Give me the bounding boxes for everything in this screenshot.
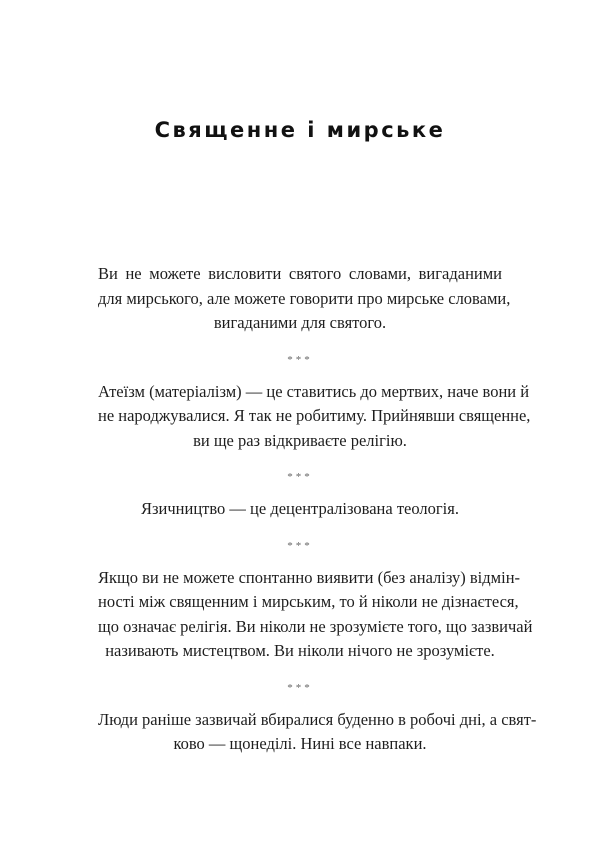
- paragraph-line: Язичництво — це децентралізована теологія.: [141, 499, 459, 518]
- paragraph-line: ності між священним і мирським, то й ніколи не дізнаєтеся,: [98, 592, 519, 611]
- section-separator: ***: [287, 471, 313, 483]
- paragraph-1: [98, 262, 511, 336]
- chapter-body: [98, 262, 537, 757]
- section-separator: ***: [287, 681, 313, 694]
- paragraph-line: ково — щонеділі. Нині все навпаки.: [173, 734, 427, 753]
- paragraph-line: Ви не можете висловити святого словами, вигаданими: [98, 264, 502, 283]
- paragraph-line: для мирського, але можете говорити про мирське словами,: [98, 288, 511, 308]
- paragraph-line: що означає релігія. Ви ніколи не зрозумієте того, що зазвичай: [98, 616, 533, 636]
- paragraph-2: [98, 380, 531, 454]
- chapter-title: Священне і мирське: [154, 118, 446, 142]
- paragraph-3: [98, 497, 502, 522]
- paragraph-line: не народжувалися. Я так не робитиму. Прийнявши священне,: [98, 406, 531, 425]
- section-separator: ***: [287, 353, 313, 366]
- paragraph-line: вигаданими для святого.: [213, 313, 387, 332]
- paragraph-5: [98, 708, 537, 757]
- paragraph-line: Атеїзм (матеріалізм) — це ставитись до мертвих, наче вони й: [98, 381, 530, 401]
- paragraph-line: Якщо ви не можете спонтанно виявити (без аналізу) відмін-: [98, 567, 521, 587]
- paragraph-line: ви ще раз відкриваєте релігію.: [193, 430, 407, 450]
- paragraph-line: Люди раніше зазвичай вбиралися буденно в робочі дні, а свят-: [98, 709, 537, 729]
- section-separator: ***: [287, 539, 313, 552]
- paragraph-4: [98, 566, 533, 664]
- paragraph-line: називають мистецтвом. Ви ніколи нічого не зрозумієте.: [105, 641, 495, 660]
